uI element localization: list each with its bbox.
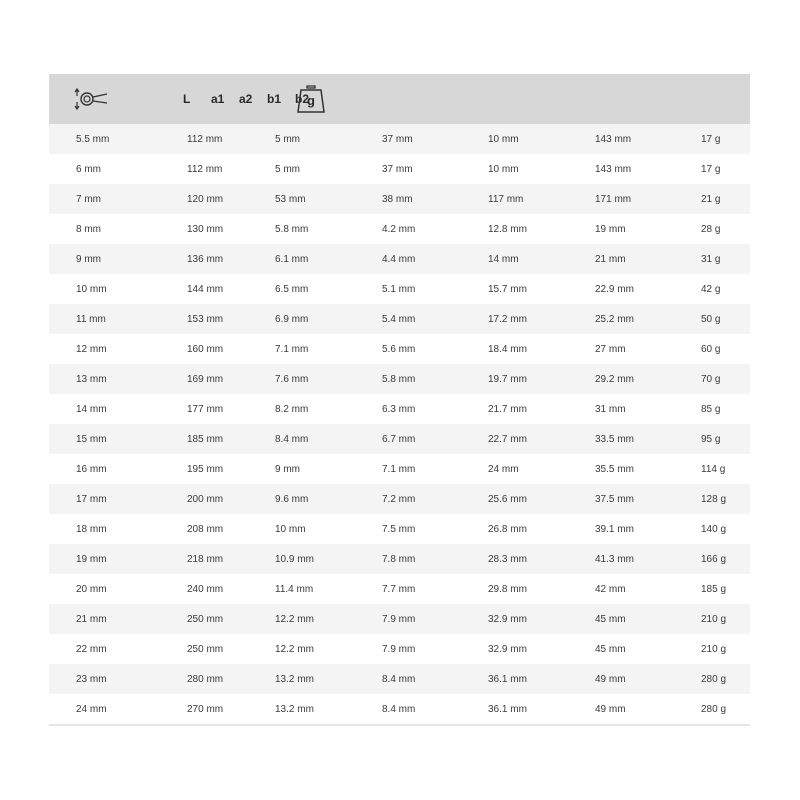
cell-b2: 19 mm: [595, 223, 626, 235]
cell-b1: 12.8 mm: [488, 223, 527, 235]
cell-a1: 12.2 mm: [275, 613, 314, 625]
cell-b1: 25.6 mm: [488, 493, 527, 505]
cell-length-L: 120 mm: [187, 193, 224, 205]
cell-b2: 41.3 mm: [595, 553, 634, 565]
cell-size: 8 mm: [76, 223, 101, 235]
cell-size: 6 mm: [76, 163, 101, 175]
cell-b2: 49 mm: [595, 703, 626, 715]
cell-size: 7 mm: [76, 193, 101, 205]
cell-size: 15 mm: [76, 433, 107, 445]
weight-label: g: [307, 93, 315, 108]
cell-a2: 7.9 mm: [382, 643, 416, 655]
cell-size: 9 mm: [76, 253, 101, 265]
cell-length-L: 195 mm: [187, 463, 224, 475]
table-row: [49, 304, 750, 334]
cell-length-L: 270 mm: [187, 703, 224, 715]
cell-length-L: 200 mm: [187, 493, 224, 505]
cell-weight: 166 g: [701, 553, 727, 565]
cell-size: 21 mm: [76, 613, 107, 625]
cell-a1: 5.8 mm: [275, 223, 309, 235]
cell-b2: 31 mm: [595, 403, 626, 415]
cell-b1: 32.9 mm: [488, 643, 527, 655]
cell-length-L: 280 mm: [187, 673, 224, 685]
cell-weight: 50 g: [701, 313, 721, 325]
cell-a1: 9.6 mm: [275, 493, 309, 505]
cell-b2: 25.2 mm: [595, 313, 634, 325]
cell-size: 10 mm: [76, 283, 107, 295]
table-row: [49, 184, 750, 214]
cell-length-L: 169 mm: [187, 373, 224, 385]
cell-a1: 8.4 mm: [275, 433, 309, 445]
cell-a1: 8.2 mm: [275, 403, 309, 415]
cell-weight: 70 g: [701, 373, 721, 385]
cell-length-L: 160 mm: [187, 343, 224, 355]
cell-b2: 37.5 mm: [595, 493, 634, 505]
cell-weight: 60 g: [701, 343, 721, 355]
cell-b1: 21.7 mm: [488, 403, 527, 415]
cell-weight: 140 g: [701, 523, 727, 535]
cell-b2: 45 mm: [595, 613, 626, 625]
cell-weight: 114 g: [701, 463, 726, 475]
cell-a2: 5.1 mm: [382, 283, 416, 295]
cell-length-L: 112 mm: [187, 163, 223, 175]
cell-a1: 12.2 mm: [275, 643, 314, 655]
cell-weight: 17 g: [701, 163, 721, 175]
cell-weight: 42 g: [701, 283, 721, 295]
cell-b2: 143 mm: [595, 163, 632, 175]
table-body: [49, 124, 750, 724]
cell-a2: 7.9 mm: [382, 613, 416, 625]
cell-weight: 185 g: [701, 583, 727, 595]
cell-size: 17 mm: [76, 493, 107, 505]
cell-a2: 4.2 mm: [382, 223, 416, 235]
header-b1: b1: [267, 92, 282, 106]
cell-size: 18 mm: [76, 523, 107, 535]
table-row: [49, 124, 750, 154]
cell-a1: 7.1 mm: [275, 343, 309, 355]
cell-length-L: 136 mm: [187, 253, 224, 265]
cell-a2: 7.5 mm: [382, 523, 416, 535]
table-row: [49, 664, 750, 694]
table-bottom-rule: [49, 724, 750, 726]
cell-b2: 21 mm: [595, 253, 626, 265]
cell-b2: 45 mm: [595, 643, 626, 655]
cell-a1: 10 mm: [275, 523, 306, 535]
cell-size: 20 mm: [76, 583, 107, 595]
cell-b1: 15.7 mm: [488, 283, 527, 295]
cell-a1: 6.5 mm: [275, 283, 309, 295]
cell-weight: 210 g: [701, 613, 727, 625]
cell-b1: 32.9 mm: [488, 613, 527, 625]
cell-b1: 24 mm: [488, 463, 519, 475]
cell-weight: 210 g: [701, 643, 727, 655]
cell-b2: 143 mm: [595, 133, 632, 145]
cell-b2: 42 mm: [595, 583, 626, 595]
cell-a2: 37 mm: [382, 133, 413, 145]
cell-size: 23 mm: [76, 673, 107, 685]
table-row: [49, 394, 750, 424]
cell-a2: 8.4 mm: [382, 673, 416, 685]
cell-b1: 19.7 mm: [488, 373, 527, 385]
cell-b1: 10 mm: [488, 133, 519, 145]
cell-weight: 85 g: [701, 403, 721, 415]
cell-a1: 5 mm: [275, 133, 300, 145]
table-row: [49, 154, 750, 184]
cell-a1: 7.6 mm: [275, 373, 309, 385]
cell-weight: 280 g: [701, 673, 727, 685]
cell-size: 12 mm: [76, 343, 107, 355]
cell-b2: 39.1 mm: [595, 523, 634, 535]
table-row: [49, 454, 750, 484]
cell-a2: 6.3 mm: [382, 403, 416, 415]
cell-a2: 37 mm: [382, 163, 413, 175]
cell-size: 24 mm: [76, 703, 107, 715]
cell-length-L: 112 mm: [187, 133, 223, 145]
cell-a2: 5.8 mm: [382, 373, 416, 385]
table-row: [49, 694, 750, 724]
table-header: [49, 74, 750, 124]
cell-b2: 35.5 mm: [595, 463, 634, 475]
cell-b2: 27 mm: [595, 343, 626, 355]
cell-length-L: 177 mm: [187, 403, 224, 415]
table-row: [49, 544, 750, 574]
table-row: [49, 364, 750, 394]
cell-b1: 22.7 mm: [488, 433, 527, 445]
cell-a2: 7.8 mm: [382, 553, 416, 565]
cell-a1: 53 mm: [275, 193, 306, 205]
cell-a1: 13.2 mm: [275, 703, 314, 715]
table-row: [49, 574, 750, 604]
cell-size: 16 mm: [76, 463, 107, 475]
header-b2: b2: [295, 92, 310, 106]
cell-a2: 4.4 mm: [382, 253, 416, 265]
cell-a2: 6.7 mm: [382, 433, 416, 445]
cell-a2: 8.4 mm: [382, 703, 416, 715]
table-row: [49, 604, 750, 634]
table-row: [49, 214, 750, 244]
table-row: [49, 334, 750, 364]
weight-icon: [295, 83, 327, 115]
cell-a1: 10.9 mm: [275, 553, 314, 565]
cell-a1: 11.4 mm: [275, 583, 314, 595]
cell-a1: 9 mm: [275, 463, 300, 475]
cell-b2: 171 mm: [595, 193, 632, 205]
cell-a1: 6.9 mm: [275, 313, 309, 325]
cell-length-L: 153 mm: [187, 313, 224, 325]
table-row: [49, 484, 750, 514]
weight-header: [295, 83, 365, 115]
cell-b1: 28.3 mm: [488, 553, 527, 565]
cell-weight: 17 g: [701, 133, 721, 145]
cell-a2: 7.2 mm: [382, 493, 416, 505]
cell-a1: 6.1 mm: [275, 253, 309, 265]
cell-size: 14 mm: [76, 403, 107, 415]
cell-length-L: 250 mm: [187, 613, 224, 625]
cell-weight: 128 g: [701, 493, 727, 505]
cell-size: 22 mm: [76, 643, 107, 655]
cell-weight: 31 g: [701, 253, 721, 265]
table-row: [49, 274, 750, 304]
cell-length-L: 218 mm: [187, 553, 224, 565]
cell-weight: 28 g: [701, 223, 721, 235]
cell-b1: 18.4 mm: [488, 343, 527, 355]
cell-b1: 36.1 mm: [488, 703, 527, 715]
cell-b1: 26.8 mm: [488, 523, 527, 535]
cell-b1: 17.2 mm: [488, 313, 527, 325]
cell-length-L: 130 mm: [187, 223, 224, 235]
cell-length-L: 144 mm: [187, 283, 224, 295]
cell-b1: 36.1 mm: [488, 673, 527, 685]
cell-a2: 5.4 mm: [382, 313, 416, 325]
cell-a2: 5.6 mm: [382, 343, 416, 355]
table-row: [49, 514, 750, 544]
cell-weight: 280 g: [701, 703, 727, 715]
spec-table: [49, 74, 750, 726]
table-row: [49, 424, 750, 454]
table-row: [49, 634, 750, 664]
cell-length-L: 240 mm: [187, 583, 224, 595]
cell-a2: 38 mm: [382, 193, 413, 205]
cell-b1: 29.8 mm: [488, 583, 527, 595]
cell-length-L: 250 mm: [187, 643, 224, 655]
cell-a1: 5 mm: [275, 163, 300, 175]
cell-size: 13 mm: [76, 373, 107, 385]
header-a2: a2: [239, 92, 253, 106]
header-a1: a1: [211, 92, 225, 106]
cell-size: 11 mm: [76, 313, 106, 325]
cell-b2: 22.9 mm: [595, 283, 634, 295]
cell-a2: 7.1 mm: [382, 463, 416, 475]
cell-a2: 7.7 mm: [382, 583, 416, 595]
cell-b2: 33.5 mm: [595, 433, 634, 445]
cell-length-L: 185 mm: [187, 433, 224, 445]
header-L: L: [183, 92, 191, 106]
cell-a1: 13.2 mm: [275, 673, 314, 685]
cell-weight: 21 g: [701, 193, 721, 205]
cell-size: 5.5 mm: [76, 133, 110, 145]
cell-weight: 95 g: [701, 433, 721, 445]
cell-b1: 14 mm: [488, 253, 519, 265]
cell-size: 19 mm: [76, 553, 107, 565]
cell-b1: 10 mm: [488, 163, 519, 175]
cell-b2: 29.2 mm: [595, 373, 634, 385]
table-row: [49, 244, 750, 274]
cell-b1: 117 mm: [488, 193, 524, 205]
cell-b2: 49 mm: [595, 673, 626, 685]
cell-length-L: 208 mm: [187, 523, 224, 535]
